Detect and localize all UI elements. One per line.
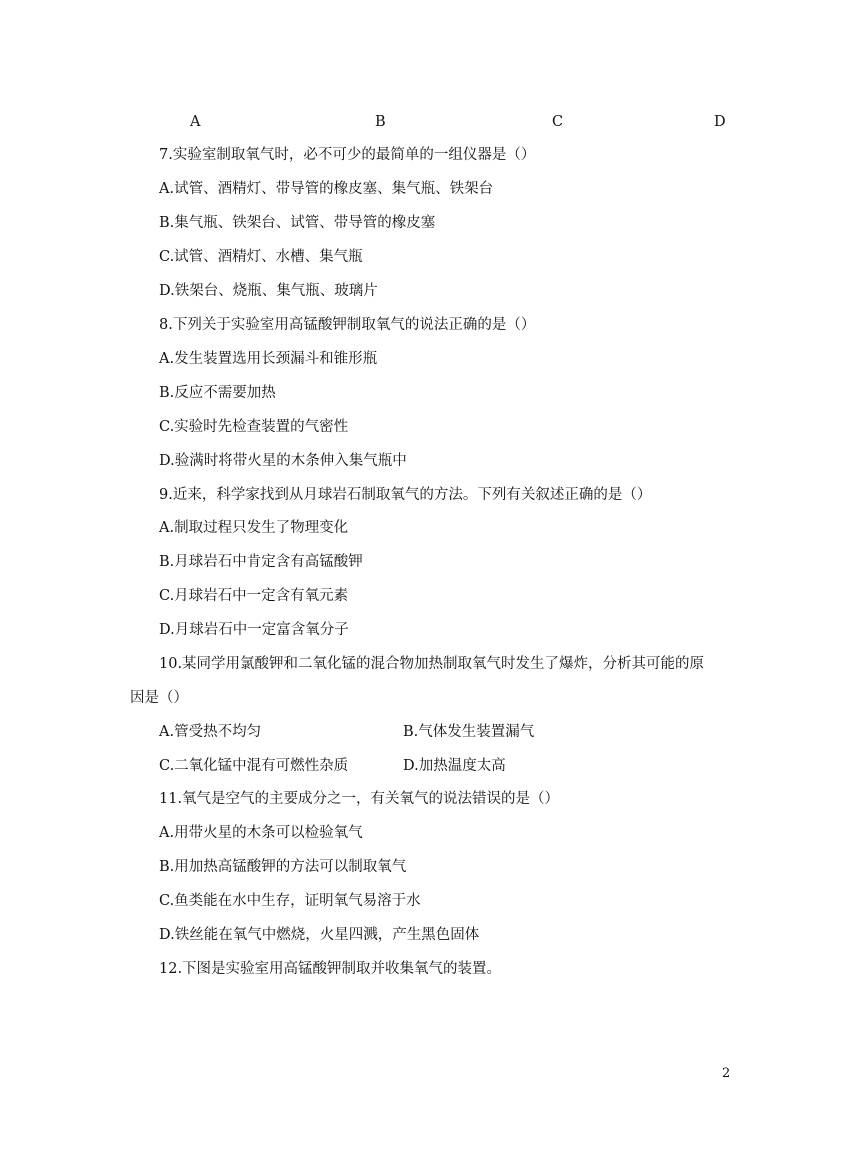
question-7-option-c: C.试管、酒精灯、水槽、集气瓶	[159, 249, 363, 265]
question-9-stem: 9.近来，科学家找到从月球岩石制取氧气的方法。下列有关叙述正确的是（）	[159, 487, 652, 503]
question-8-stem: 8.下列关于实验室用高锰酸钾制取氧气的说法正确的是（）	[159, 317, 536, 333]
question-11-option-a: A.用带火星的木条可以检验氧气	[159, 825, 363, 841]
question-10-option-a: A.管受热不均匀	[159, 724, 262, 740]
question-9-option-d: D.月球岩石中一定富含氧分子	[159, 622, 349, 638]
question-8-option-b: B.反应不需要加热	[159, 385, 276, 401]
question-8-option-d: D.验满时将带火星的木条伸入集气瓶中	[159, 453, 407, 469]
question-8-option-c: C.实验时先检查装置的气密性	[159, 419, 349, 435]
figure-label-a: A	[190, 114, 201, 130]
question-10-stem-line1: 10.某同学用氯酸钾和二氧化锰的混合物加热制取氧气时发生了爆炸，分析其可能的原	[159, 656, 705, 672]
question-7-option-b: B.集气瓶、铁架台、试管、带导管的橡皮塞	[159, 215, 436, 231]
figure-label-d: D	[714, 114, 726, 130]
question-10-stem-line2: 因是（）	[130, 690, 188, 706]
question-10-option-b: B.气体发生装置漏气	[403, 724, 535, 740]
question-9-option-c: C.月球岩石中一定含有氧元素	[159, 588, 349, 604]
question-10-option-c: C.二氧化锰中混有可燃性杂质	[159, 758, 349, 774]
question-10-option-d: D.加热温度太高	[403, 758, 506, 774]
question-8-option-a: A.发生装置选用长颈漏斗和锥形瓶	[159, 351, 378, 367]
page-number: 2	[722, 1066, 731, 1081]
figure-label-c: C	[552, 114, 564, 130]
question-9-option-b: B.月球岩石中肯定含有高锰酸钾	[159, 554, 363, 570]
question-7-option-a: A.试管、酒精灯、带导管的橡皮塞、集气瓶、铁架台	[159, 181, 494, 197]
question-7-stem: 7.实验室制取氧气时，必不可少的最简单的一组仪器是（）	[159, 147, 536, 163]
question-9-option-a: A.制取过程只发生了物理变化	[159, 520, 349, 536]
question-11-stem: 11.氧气是空气的主要成分之一，有关氧气的说法错误的是（）	[159, 791, 560, 807]
question-7-option-d: D.铁架台、烧瓶、集气瓶、玻璃片	[159, 283, 378, 299]
figure-label-b: B	[375, 114, 386, 130]
question-12-stem: 12.下图是实验室用高锰酸钾制取并收集氧气的装置。	[159, 961, 502, 977]
question-11-option-b: B.用加热高锰酸钾的方法可以制取氧气	[159, 859, 407, 875]
question-11-option-c: C.鱼类能在水中生存，证明氧气易溶于水	[159, 893, 421, 909]
question-11-option-d: D.铁丝能在氧气中燃烧，火星四溅，产生黑色固体	[159, 927, 480, 943]
